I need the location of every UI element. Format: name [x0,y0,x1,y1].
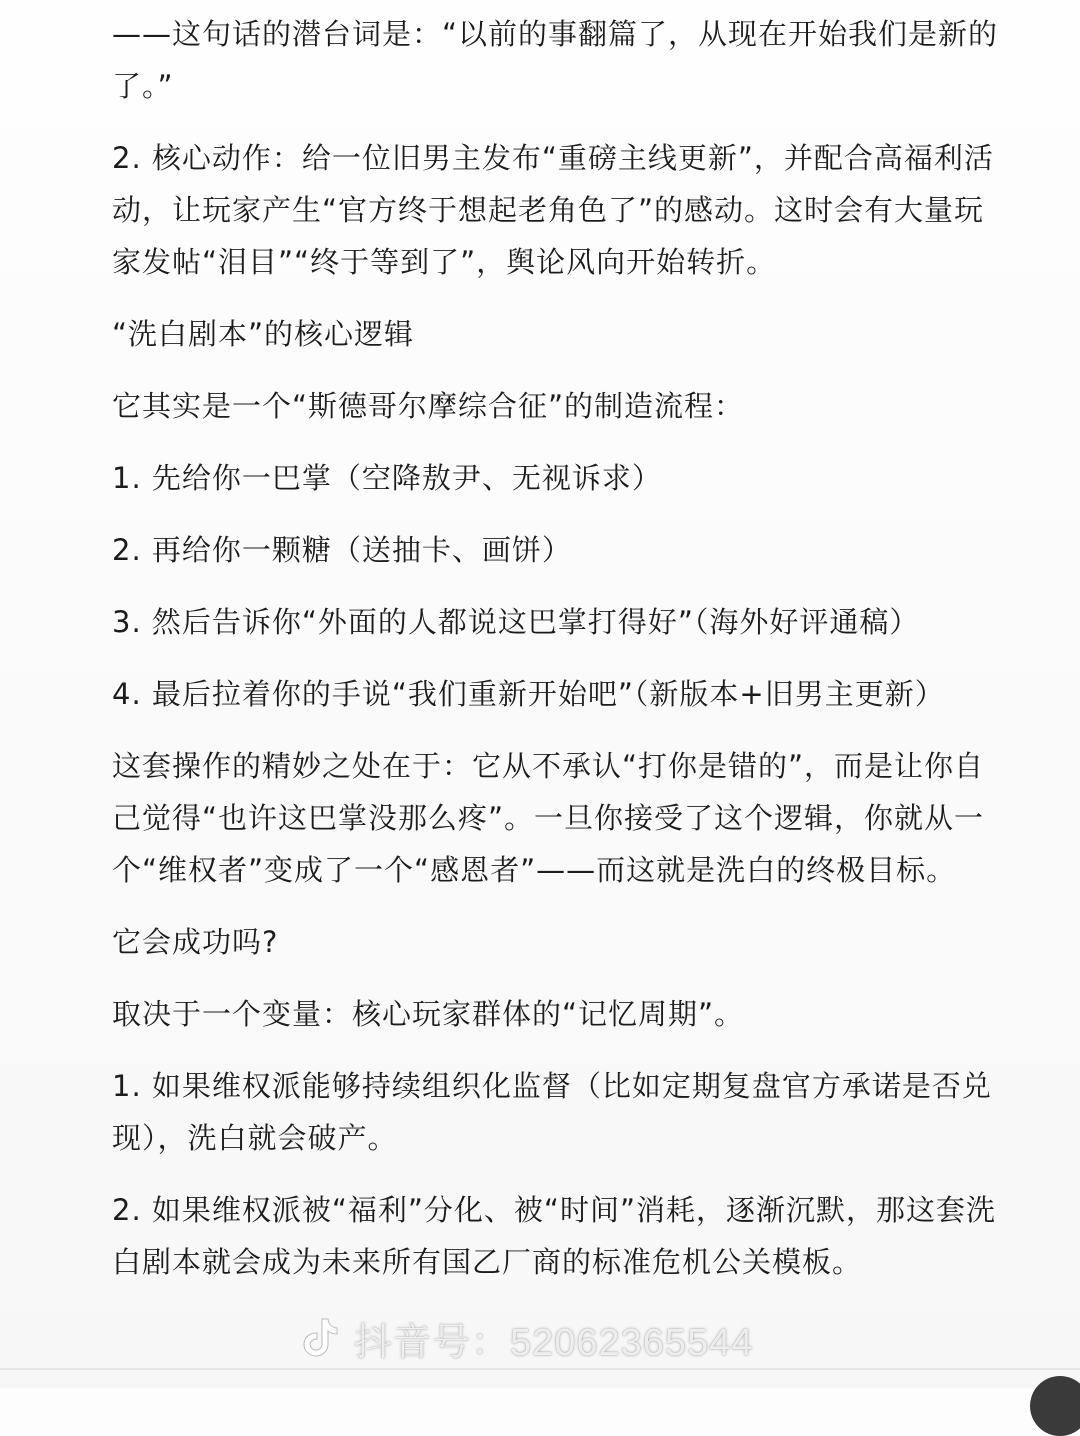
watermark [300,1306,753,1370]
paragraph-intro-process: 它其实是一个“斯德哥尔摩综合征”的制造流程： [112,389,745,423]
watermark-text: 抖音号：52062365544 [354,1321,754,1364]
list-item-4: 4. 最后拉着你的手说“我们重新开始吧”（新版本+旧男主更新） [112,677,945,711]
list-item-3: 3. 然后告诉你“外面的人都说这巴掌打得好”（海外好评通稿） [112,605,920,639]
tiktok-icon [300,1316,340,1360]
list-item-2: 2. 再给你一颗糖（送抽卡、画饼） [112,533,572,567]
bottom-divider [0,1368,1080,1370]
outcome-item-1: 1. 如果维权派能够持续组织化监督（比如定期复盘官方承诺是否兑现），洗白就会破产。 [112,1069,992,1155]
paragraph-core-action: 2. 核心动作：给一位旧男主发布“重磅主线更新”，并配合高福利活动，让玩家产生“官方终于想起老角色了”的感动。这时会有大量玩家发帖“泪目”“终于等到了”，舆论风向开始转折。 [112,141,994,279]
paragraph-variable: 取决于一个变量：核心玩家群体的“记忆周期”。 [112,997,745,1031]
outcome-item-2: 2. 如果维权派被“福利”分化、被“时间”消耗，逐渐沉默，那这套洗白剧本就会成为未来所有国乙厂商的标准危机公关模板。 [112,1193,996,1279]
floating-button[interactable] [1030,1376,1080,1436]
paragraph-analysis: 这套操作的精妙之处在于：它从不承认“打你是错的”，而是让你自己觉得“也许这巴掌没那么疼”。一旦你接受了这个逻辑，你就从一个“维权者”变成了一个“感恩者”——而这就是洗白的终极目标。 [112,749,985,887]
question-heading: 它会成功吗? [112,925,279,959]
section-heading-core-logic: “洗白剧本”的核心逻辑 [112,317,415,351]
paragraph-subtext: ——这句话的潜台词是：“以前的事翻篇了，从现在开始我们是新的了。” [112,17,999,103]
list-item-1: 1. 先给你一巴掌（空降敖尹、无视诉求） [112,461,662,495]
article-body [112,8,1002,1308]
